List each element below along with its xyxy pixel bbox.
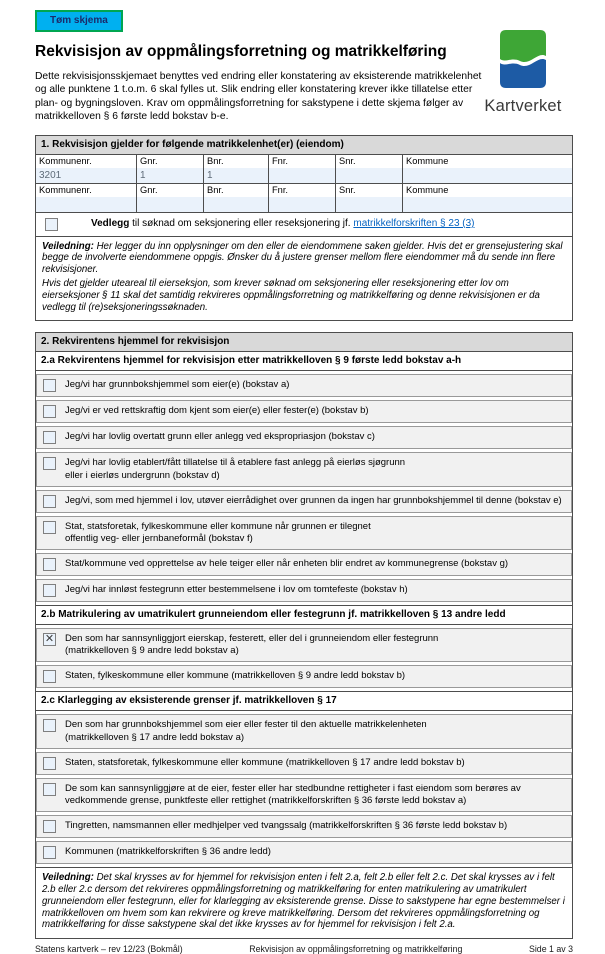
option-2c-a (36, 714, 572, 748)
col-label: Fnr. (272, 184, 289, 195)
option-2a-f (36, 516, 572, 550)
col-label: Fnr. (272, 155, 289, 166)
option-label: Jeg/vi har lovlig etablert/fått tillatelse til å etablere fast anlegg på eierløs sjøgrunn eller i eierløs undergrunn (bokstav d) (65, 457, 406, 481)
option-label: Den som har grunnbokshjemmel som eier eller fester til den aktuelle matrikkelenheten (matrikkelloven § 17 andre ledd bokstav a) (65, 719, 427, 743)
cell-fnr-row1 (269, 155, 336, 184)
sub-header-2a: 2.a Rekvirentens hjemmel for rekvisisjon etter matrikkelloven § 9 første ledd bokstav a-h (36, 352, 572, 371)
checkbox-2a-g[interactable] (43, 558, 56, 571)
vedlegg-row (36, 213, 572, 237)
option-label: Jeg/vi, som med hjemmel i lov, utøver eierrådighet over grunnen da ingen har grunnbokshjemmel til denne (bokstav e) (65, 494, 562, 506)
checkbox-2a-d[interactable] (43, 457, 56, 470)
option-label: Tingretten, namsmannen eller medhjelper ved tvangssalg (matrikkelforskriften § 36 første ledd bokstav b) (65, 820, 508, 832)
cell-snr-row1 (336, 155, 403, 184)
section-1-header: 1. Rekvisisjon gjelder for følgende matrikkelenhet(er) (eiendom) (36, 136, 572, 155)
option-2c-d (36, 815, 572, 838)
option-2a-g (36, 553, 572, 576)
option-2c-e (36, 841, 572, 864)
col-label: Kommunenr. (39, 155, 92, 166)
option-2a-e (36, 490, 572, 513)
footer-right: Side 1 av 3 (528, 944, 573, 954)
guidance-label: Veiledning: (42, 872, 94, 884)
section-1 (35, 135, 573, 322)
input-kommunenr-row2[interactable] (36, 197, 136, 212)
option-label: Stat, statsforetak, fylkeskommune eller kommune når grunnen er tilegnet offentlig veg- eller jernbaneformål (bokstav f) (65, 520, 371, 544)
checkbox-2c-e[interactable] (43, 846, 56, 859)
option-label: Jeg/vi er ved rettskraftig dom kjent som eier(e) eller fester(e) (bokstav b) (65, 405, 369, 417)
vedlegg-label-bold: Vedlegg (91, 218, 130, 229)
option-2b-a (36, 628, 572, 662)
input-snr-row2[interactable] (336, 197, 402, 212)
option-label: Kommunen (matrikkelforskriften § 36 andre ledd) (65, 846, 271, 858)
section-2 (35, 332, 573, 939)
col-label: Bnr. (207, 155, 224, 166)
page-footer (35, 944, 573, 954)
intro-text: Dette rekvisisjonsskjemaet benyttes ved endring eller konstatering av eksisterende matrikkelenhet og alle punktene 1 t.o.m. 6 skal fylles ut. Slik endring eller konstatering krever ikke tillatelse etter plan- og bygningsloven. Krav om oppmålingsforretning for sakstypene i dette skjema følger av matrikkelloven § 6 første ledd bokstav b-e. (35, 71, 482, 123)
sub-header-2c: 2.c Klarlegging av eksisterende grenser jf. matrikkelloven § 17 (36, 691, 572, 711)
checkbox-2b-b[interactable] (43, 670, 56, 683)
option-label: Staten, statsforetak, fylkeskommune eller kommune (matrikkelloven § 17 andre ledd bokstav b) (65, 756, 465, 768)
vedlegg-label (91, 218, 475, 229)
option-2b-b (36, 665, 572, 688)
checkbox-2b-a[interactable] (43, 633, 56, 646)
checkbox-2c-c[interactable] (43, 783, 56, 796)
checkbox-2a-a[interactable] (43, 379, 56, 392)
input-kommune-row2[interactable] (403, 197, 572, 212)
cell-gnr-row1 (137, 155, 204, 184)
cell-kommunenr-row2 (36, 184, 137, 213)
cell-kommune-row2 (403, 184, 572, 213)
option-2a-a (36, 374, 572, 397)
option-label: Jeg/vi har innløst festegrunn etter bestemmelsene i lov om tomtefeste (bokstav h) (65, 584, 408, 596)
footer-left: Statens kartverk – rev 12/23 (Bokmål) (35, 944, 183, 954)
cell-bnr-row2 (204, 184, 269, 213)
matrikkelforskriften-link[interactable]: matrikkelforskriften § 23 (3) (353, 218, 475, 229)
cell-bnr-row1 (204, 155, 269, 184)
cell-snr-row2 (336, 184, 403, 213)
sub-header-2b: 2.b Matrikulering av umatrikulert grunneiendom eller festegrunn jf. matrikkelloven § 13 andre ledd (36, 605, 572, 625)
checkbox-2c-a[interactable] (43, 719, 56, 732)
col-label: Bnr. (207, 184, 224, 195)
clear-form-button[interactable]: Tøm skjema (35, 10, 123, 32)
input-gnr-row2[interactable] (137, 197, 203, 212)
option-label: Den som har sannsynliggjort eierskap, festerett, eller del i grunneiendom eller festegrunn (matrikkelloven § 9 andre ledd bokstav a) (65, 633, 439, 657)
option-2a-b (36, 400, 572, 423)
option-2c-b (36, 752, 572, 775)
option-label: Jeg/vi har lovlig overtatt grunn eller anlegg ved ekspropriasjon (bokstav c) (65, 431, 375, 443)
col-label: Snr. (339, 155, 356, 166)
kartverket-logo-text: Kartverket (484, 97, 562, 115)
col-label: Kommune (406, 155, 449, 166)
option-label: Jeg/vi har grunnbokshjemmel som eier(e) (bokstav a) (65, 379, 290, 391)
col-label: Kommune (406, 184, 449, 195)
checkbox-2c-b[interactable] (43, 757, 56, 770)
input-fnr-row2[interactable] (269, 197, 335, 212)
option-2a-d (36, 452, 572, 486)
input-snr-row1[interactable] (336, 168, 402, 183)
input-kommunenr-row1[interactable]: 3201 (36, 168, 136, 183)
section-2-guidance (36, 867, 572, 938)
option-2a-h (36, 579, 572, 602)
col-label: Kommunenr. (39, 184, 92, 195)
option-label: Stat/kommune ved opprettelse av hele teiger eller når enheten blir endret av kommunegrense (bokstav g) (65, 558, 509, 570)
checkbox-2a-c[interactable] (43, 431, 56, 444)
checkbox-2a-h[interactable] (43, 584, 56, 597)
section-2-header: 2. Rekvirentens hjemmel for rekvisisjon (36, 333, 572, 352)
vedlegg-checkbox[interactable] (45, 218, 58, 231)
guidance-text: Det skal krysses av for hjemmel for rekvisisjon enten i felt 2.a, felt 2.b eller felt 2.c. Det skal krysses av i felt 2.b eller 2.c dersom det rekvireres oppmålingsforretning og matrikkelføring for enten matrikulering av umatrikulert grunneiendom eller festegrunn, eller for klarlegging av eksisterende grense. Disse to sakstypene har egne bestemmelser i matrikkelloven om hvem som kan rekvirere og kreve matrikkelføring. Dersom det rekvireres oppmålingsforretning og matrikkelføring for disse sakstypene skal det ikke krysses av for hjemmel for rekvisisjon i felt 2.a. (42, 872, 565, 931)
input-kommune-row1[interactable] (403, 168, 572, 183)
col-label: Gnr. (140, 184, 158, 195)
input-bnr-row1[interactable]: 1 (204, 168, 268, 183)
kartverket-logo (471, 30, 575, 116)
cell-fnr-row2 (269, 184, 336, 213)
footer-center: Rekvisisjon av oppmålingsforretning og matrikkelføring (249, 944, 463, 954)
guidance-text-1: Her legger du inn opplysninger om den eller de eiendommene saken gjelder. Hvis det er grensejustering skal begge de involverte eiendommene oppgis. Ønsker du å justere grenser mellom flere eiendommer må du sende inn flere rekvisisjoner. (42, 240, 563, 276)
checkbox-2c-d[interactable] (43, 820, 56, 833)
checkbox-2a-b[interactable] (43, 405, 56, 418)
option-label: De som kan sannsynliggjøre at de eier, fester eller har stedbundne rettigheter i fast eiendom som berøres av vedkommende grense, punktfeste eller rettighet (matrikkelforskriften § 36 første ledd bokstav a) (65, 782, 521, 806)
cell-kommunenr-row1 (36, 155, 137, 184)
kartverket-logo-icon (500, 30, 546, 88)
guidance-text-2: Hvis det gjelder uteareal til eierseksjon, som krever søknad om seksjonering eller reseksjonering etter lov om eierseksjoner § 11 skal det samtidig rekvireres oppmålingsforretning og matrikkelføring og denne rekvisisjonen er da vedlegg til (re)seksjoneringssøknaden. (42, 277, 540, 313)
checkbox-2a-f[interactable] (43, 521, 56, 534)
col-label: Snr. (339, 184, 356, 195)
option-2a-c (36, 426, 572, 449)
option-2c-c (36, 778, 572, 812)
input-gnr-row1[interactable]: 1 (137, 168, 203, 183)
option-label: Staten, fylkeskommune eller kommune (matrikkelloven § 9 andre ledd bokstav b) (65, 670, 406, 682)
cell-gnr-row2 (137, 184, 204, 213)
input-bnr-row2[interactable] (204, 197, 268, 212)
input-fnr-row1[interactable] (269, 168, 335, 183)
checkbox-2a-e[interactable] (43, 495, 56, 508)
page-title: Rekvisisjon av oppmålingsforretning og matrikkelføring (35, 43, 447, 60)
property-table (36, 155, 572, 213)
vedlegg-label-text: til søknad om seksjonering eller reseksjonering jf. (132, 218, 351, 229)
guidance-label: Veiledning: (42, 240, 94, 252)
col-label: Gnr. (140, 155, 158, 166)
cell-kommune-row1 (403, 155, 572, 184)
section-1-guidance (36, 237, 572, 321)
